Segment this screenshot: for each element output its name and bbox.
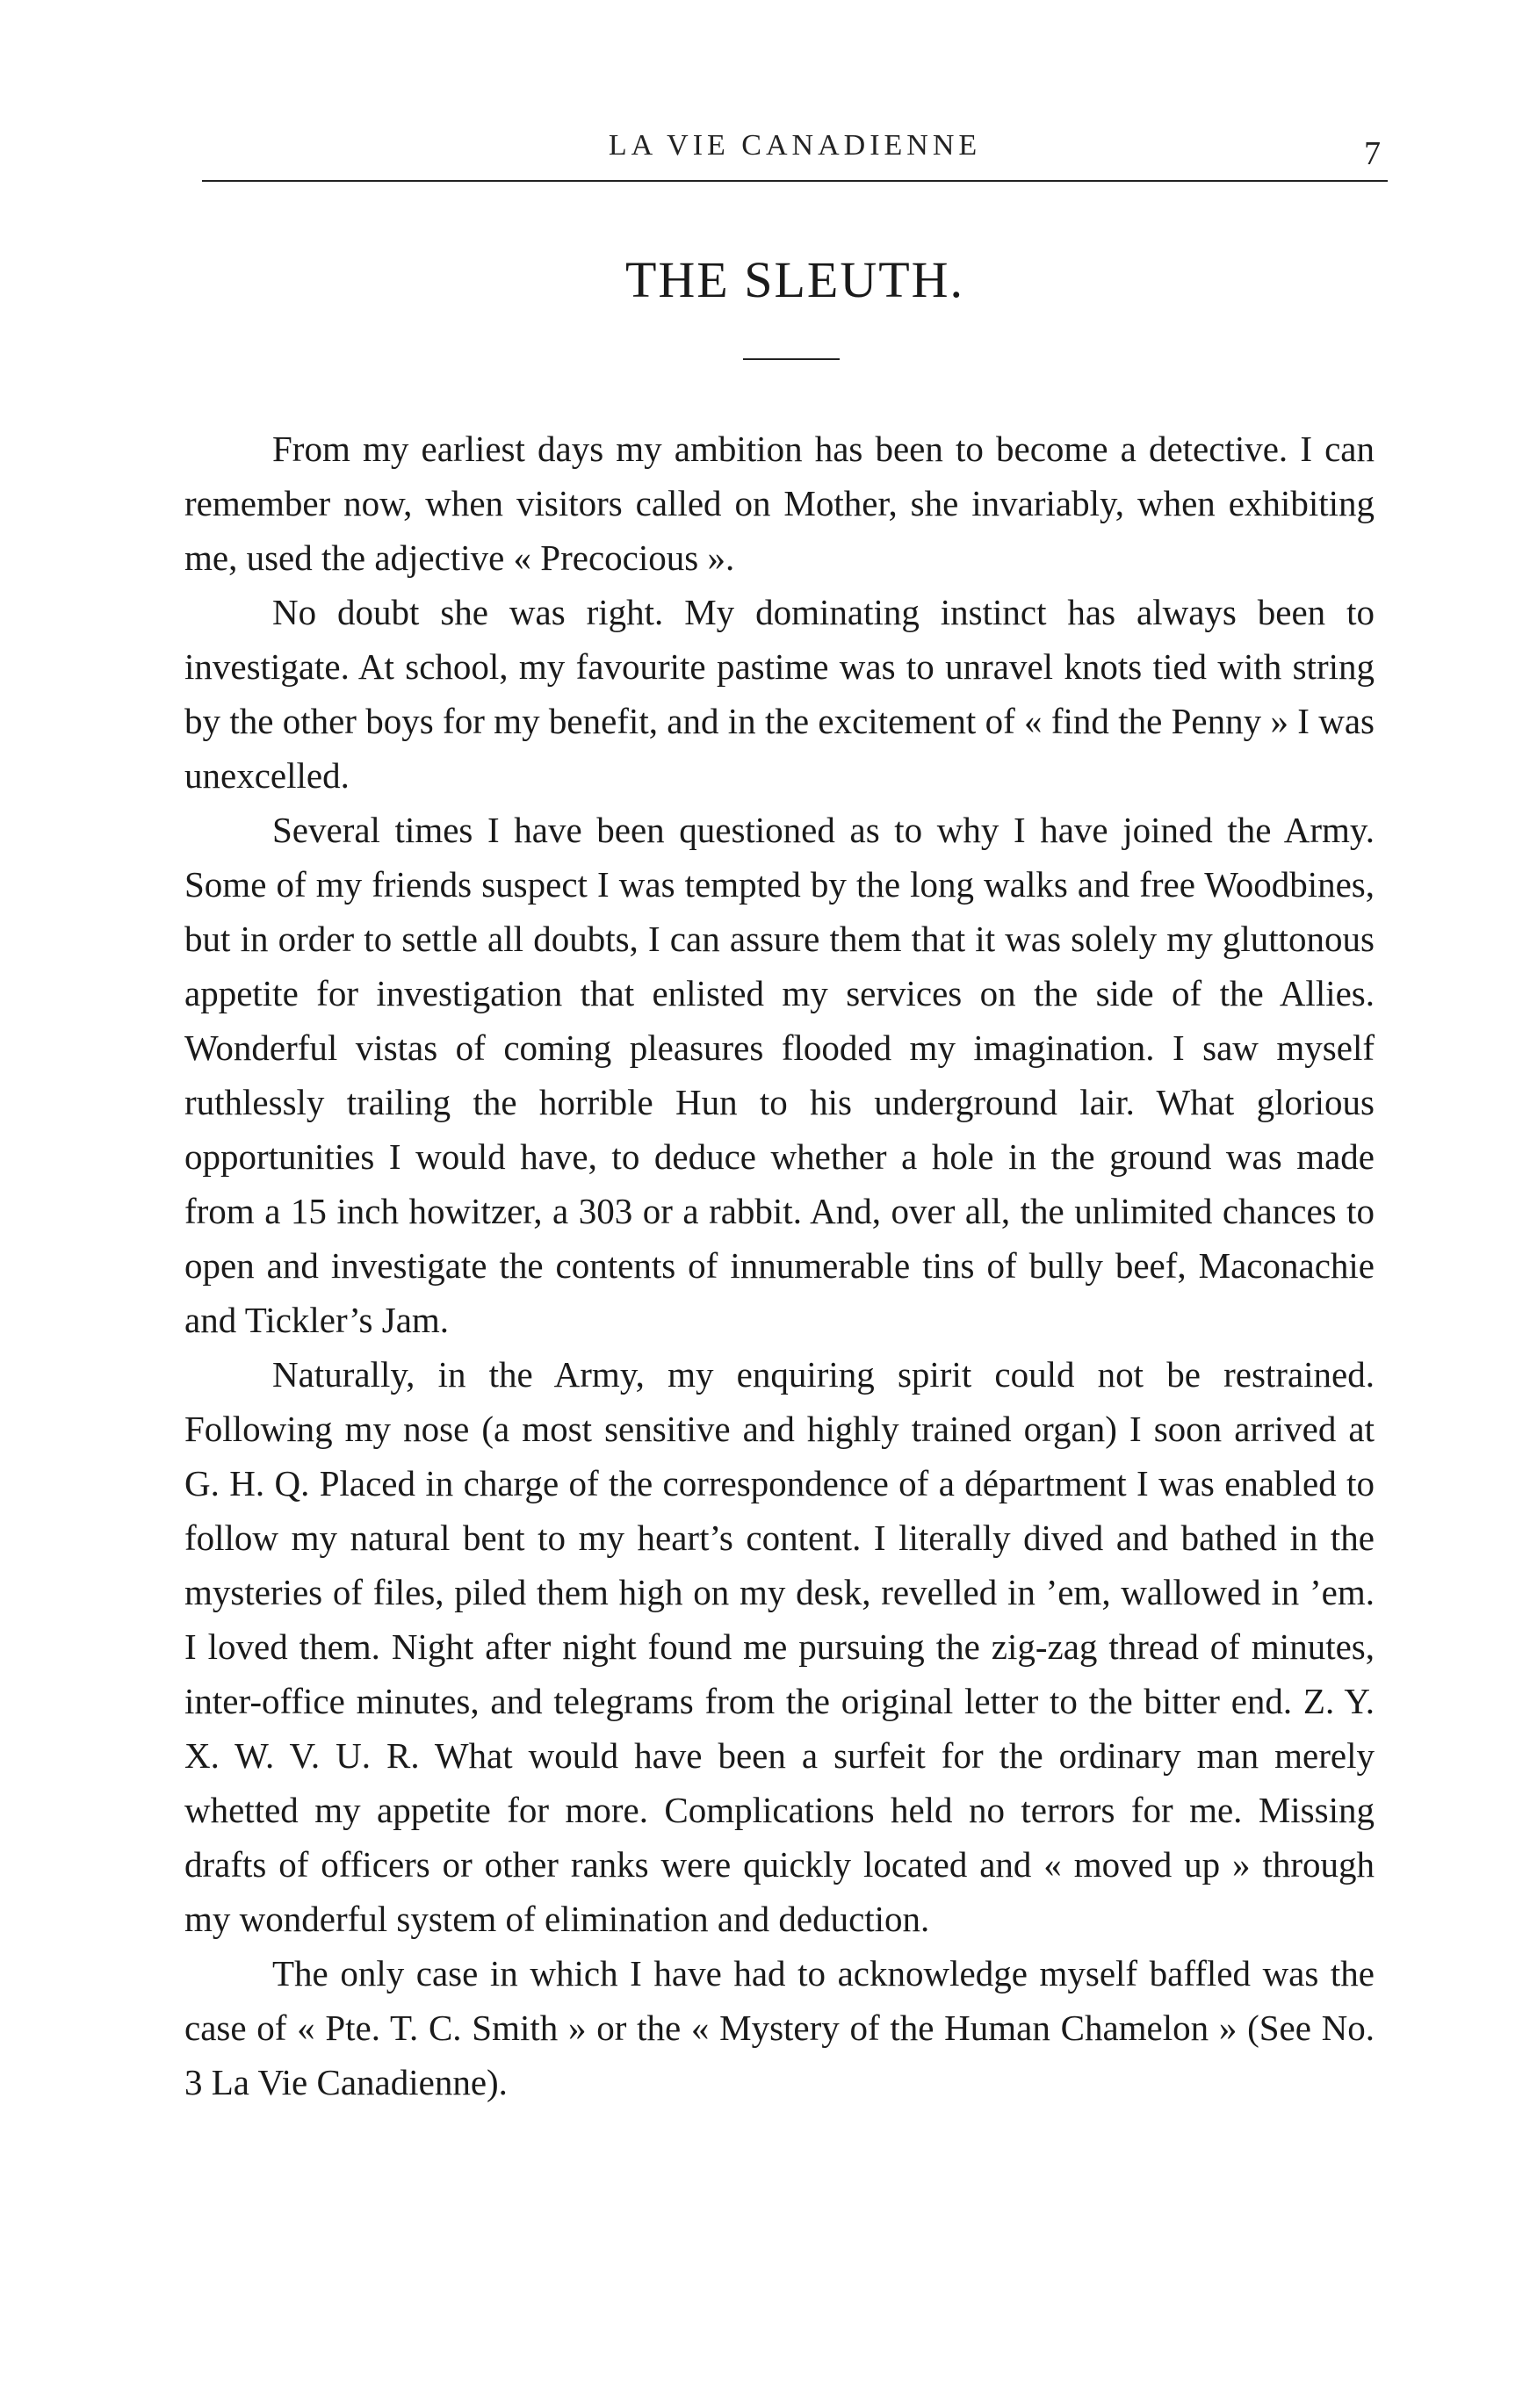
running-head: LA VIE CANADIENNE (608, 129, 982, 162)
page-number: 7 (1364, 135, 1381, 172)
article-body (184, 422, 1375, 2109)
page-header (202, 119, 1388, 171)
title-rule (743, 358, 840, 360)
paragraph: From my earliest days my ambition has been to become a detective. I can remember now, when visitors called on Mother, she invariably, when exhibiting me, used the adjective « Precocious ». (184, 429, 1375, 578)
paragraph: The only case in which I have had to acknowledge myself baffled was the case of « Pte. T. C. Smith » or the « Mystery of the Human Chamelon » (See No. 3 La Vie Canadienne). (184, 1953, 1375, 2102)
paragraph: Several times I have been questioned as to why I have joined the Army. Some of my friends suspect I was tempted by the long walks and free Woodbines, but in order to settle all doubts, I can assure them that it was solely my gluttonous appetite for investigation that enlisted my services on the side of the Allies. Wonderful vistas of coming pleasures flooded my imagination. I saw myself ruthlessly trailing the horrible Hun to his underground lair. What glorious opportunities I would have, to deduce whether a hole in the ground was made from a 15 inch howitzer, a 303 or a rabbit. And, over all, the unlimited chances to open and investigate the contents of innumerable tins of bully beef, Maconachie and Tickler’s Jam. (184, 810, 1375, 1340)
paragraph: Naturally, in the Army, my enquiring spirit could not be restrained. Following my nose (a most sensitive and highly trained organ) I soon arrived at G. H. Q. Placed in charge of the correspondence of a départment I was enabled to follow my natural bent to my heart’s content. I literally dived and bathed in the mysteries of files, piled them high on my desk, revelled in ’em, wallowed in ’em. I loved them. Night after night found me pursuing the zig-zag thread of minutes, inter-office minutes, and telegrams from the original letter to the bitter end. Z. Y. X. W. V. U. R. What would have been a surfeit for the ordinary man merely whetted my appetite for more. Complications held no terrors for me. Missing drafts of officers or other ranks were quickly located and « moved up » through my wonderful system of elimination and deduction. (184, 1354, 1375, 1939)
header-rule (202, 180, 1388, 182)
article-title: THE SLEUTH. (624, 251, 965, 308)
paragraph: No doubt she was right. My dominating instinct has always been to investigate. At school, my favourite pastime was to unravel knots tied with string by the other boys for my benefit, and in the excitement of « find the Penny » I was unexcelled. (184, 592, 1375, 796)
